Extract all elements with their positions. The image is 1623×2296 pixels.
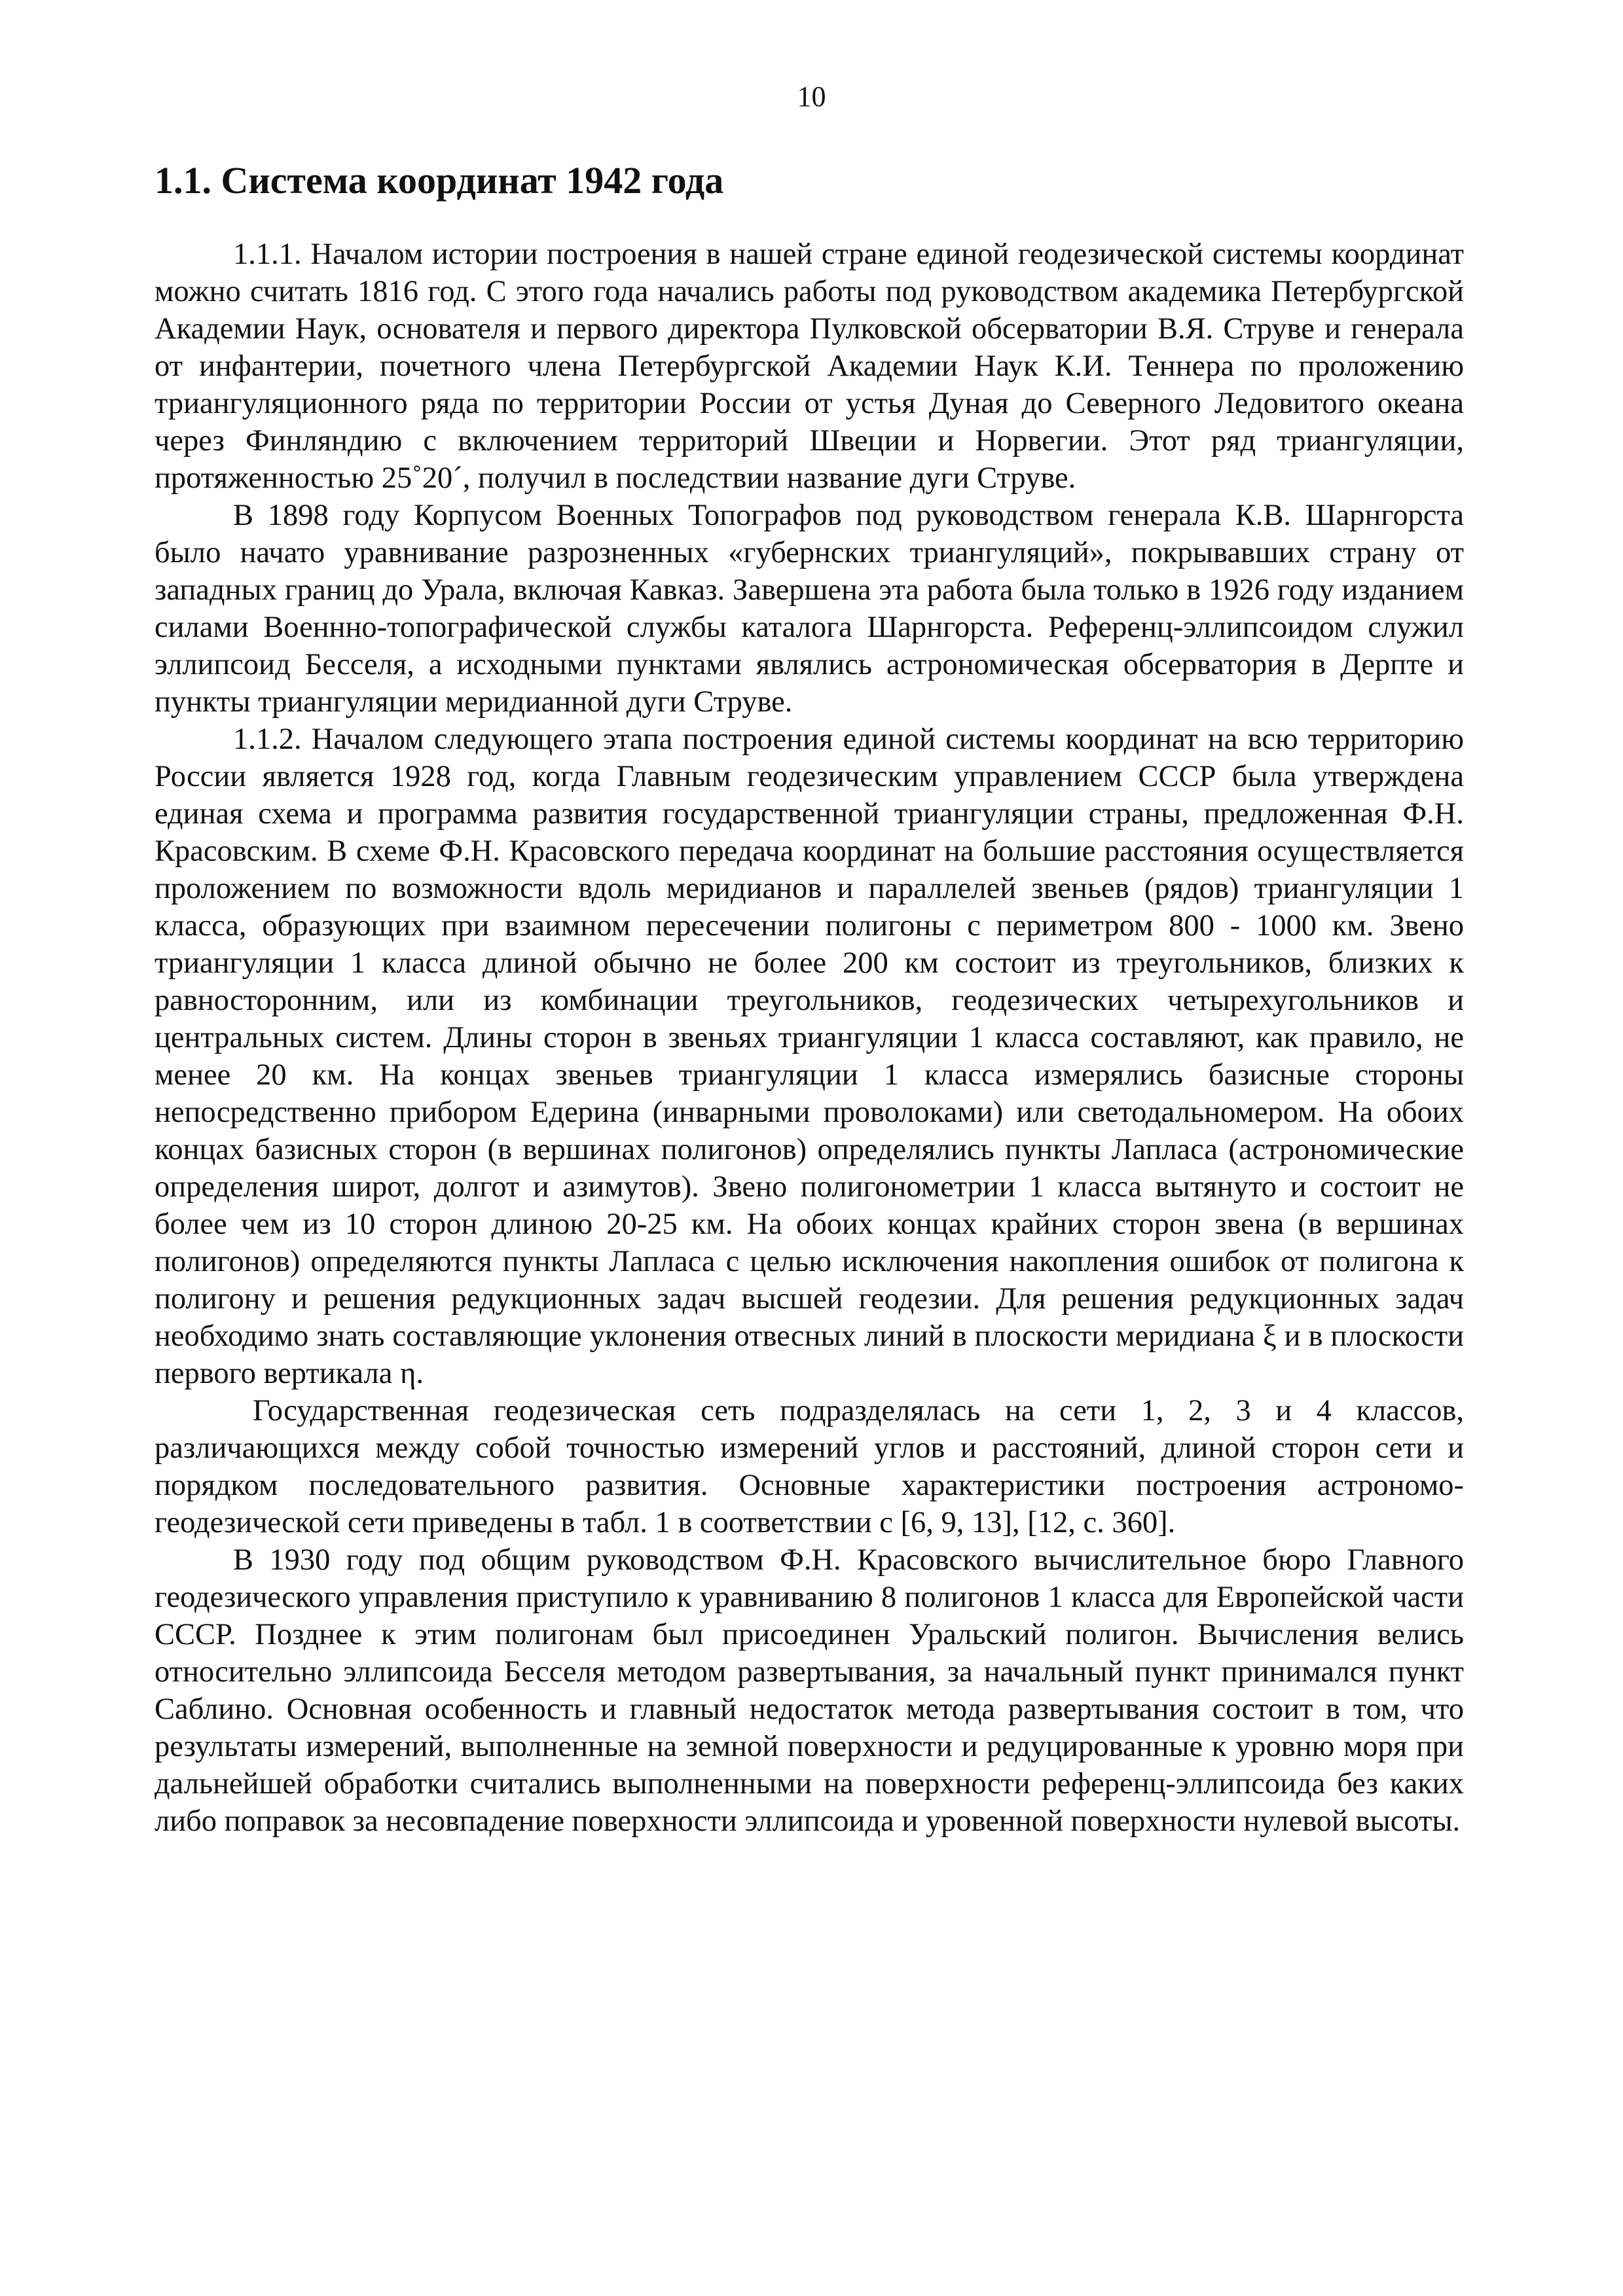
paragraph: В 1898 году Корпусом Военных Топографов под руководством генерала К.В. Шарнгорста было начато уравнивание разрозненных «губернских триангуляций», покрывавших страну от западных границ до Урала, включая Кавказ. Завершена эта работа была только в 1926 году изданием силами Военнно-топографической службы каталога Шарнгорста. Референц-эллипсоидом служил эллипсоид Бесселя, а исходными пунктами являлись астрономическая обсерватория в Дерпте и пункты триангуляции меридианной дуги Струве. — [155, 499, 1464, 719]
paragraph: 1.1.1. Началом истории построения в нашей стране единой геодезической системы координат можно считать 1816 год. С этого года начались работы под руководством академика Петербургской Академии Наук, основателя и первого директора Пулковской обсерватории В.Я. Струве и генерала от инфантерии, почетного члена Петербургской Академии Наук К.И. Теннера по проложению триангуляционного ряда по территории России от устья Дуная до Северного Ледовитого океана через Финляндию с включением территорий Швеции и Норвегии. Этот ряд триангуляции, протяженностью 25˚20´, получил в последствии название дуги Струве. — [155, 238, 1464, 495]
paragraph: В 1930 году под общим руководством Ф.Н. Красовского вычислительное бюро Главного геодезического управления приступило к уравниванию 8 полигонов 1 класса для Европейской части СССР. Позднее к этим полигонам был присоединен Уральский полигон. Вычисления велись относительно эллипсоида Бесселя методом развертывания, за начальный пункт принимался пункт Саблино. Основная особенность и главный недостаток метода развертывания состоит в том, что результаты измерений, выполненные на земной поверхности и редуцированные к уровню моря при дальнейшей обработки считались выполненными на поверхности референц-эллипсоида без каких либо поправок за несовпадение поверхности эллипсоида и уровенной поверхности нулевой высоты. — [155, 1543, 1464, 1838]
page-number: 10 — [797, 81, 826, 113]
paragraph: 1.1.2. Началом следующего этапа построения единой системы координат на всю территорию России является 1928 год, когда Главным геодезическим управлением СССР была утверждена единая схема и программа развития государственной триангуляции страны, предложенная Ф.Н. Красовским. В схеме Ф.Н. Красовского передача координат на большие расстояния осуществляется проложением по возможности вдоль меридианов и параллелей звеньев (рядов) триангуляции 1 класса, образующих при взаимном пересечении полигоны с периметром 800 - 1000 км. Звено триангуляции 1 класса длиной обычно не более 200 км состоит из треугольников, близких к равносторонним, или из комбинации треугольников, геодезических четырехугольников и центральных систем. Длины сторон в звеньях триангуляции 1 класса составляют, как правило, не менее 20 км. На концах звеньев триангуляции 1 класса измерялись базисные стороны непосредственно прибором Едерина (инварными проволоками) или светодальномером. На обоих концах базисных сторон (в вершинах полигонов) определялись пункты Лапласа (астрономические определения широт, долгот и азимутов). Звено полигонометрии 1 класса вытянуто и состоит не более чем из 10 сторон длиною 20-25 км. На обоих концах крайних сторон звена (в вершинах полигонов) определяются пункты Лапласа с целью исключения накопления ошибок от полигона к полигону и решения редукционных задач высшей геодезии. Для решения редукционных задач необходимо знать составляющие уклонения отвесных линий в плоскости меридиана ξ и в плоскости первого вертикала η. — [155, 723, 1464, 1390]
paragraph: Государственная геодезическая сеть подразделялась на сети 1, 2, 3 и 4 классов, различающихся между собой точностью измерений углов и расстояний, длиной сторон сети и порядком последовательного развития. Основные характеристики построения астрономо-геодезической сети приведены в табл. 1 в соответствии с [6, 9, 13], [12, с. 360]. — [155, 1394, 1464, 1539]
body-text — [155, 236, 1464, 1840]
section-heading: 1.1. Система координат 1942 года — [155, 159, 724, 202]
